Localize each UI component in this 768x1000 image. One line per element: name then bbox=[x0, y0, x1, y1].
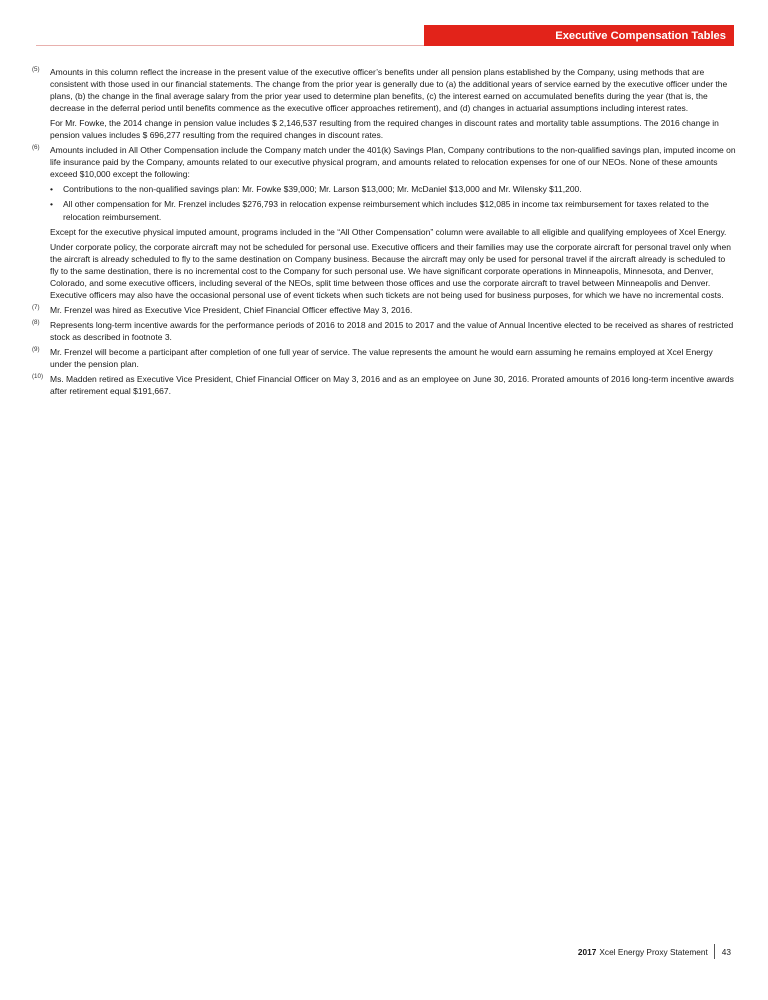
footnote-text: Mr. Frenzel was hired as Executive Vice President, Chief Financial Officer effective May 3, 2016. bbox=[50, 304, 413, 315]
page-footer bbox=[578, 944, 731, 959]
bullet-text: All other compensation for Mr. Frenzel includes $276,793 in relocation expense reimbursement which includes $12,085 in income tax reimbursement for taxes related to the relocation reimbursement. bbox=[63, 199, 709, 222]
footnote-5 bbox=[32, 66, 736, 114]
footnote-text: Mr. Frenzel will become a participant after completion of one full year of service. The value represents the amount he would earn assuming he remains employed at Xcel Energy under the pension plan. bbox=[50, 346, 713, 370]
footer-year: 2017 bbox=[577, 946, 597, 957]
footer-divider bbox=[714, 944, 715, 959]
section-header bbox=[424, 25, 734, 46]
bullet-marker: • bbox=[50, 184, 53, 195]
bullet-marker: • bbox=[50, 199, 53, 210]
footnote-text: Amounts in this column reflect the increase in the present value of the executive officer’s benefits under all pension plans established by the Company, using methods that are consistent with those used in our financial statements. The change from the prior year is generally due to (a) the additional years of service earned by the executive officer under the plans, (b) the change in the final average salary from the prior year used to determine plan benefits, (c) the interest earned on accumulated benefits during the year (that is, the decrease in the deferral period until benefits commence as the executive officer approaches retirement), and (d) changes in actuarial assumptions including interest rates. bbox=[50, 67, 728, 114]
footnote-marker: (9) bbox=[32, 345, 40, 353]
footnote-paragraph: Except for the executive physical imputed amount, programs included in the “All Other Compensation” column were available to all eligible and qualifying employees of Xcel Energy. bbox=[50, 226, 727, 237]
footnote-marker: (5) bbox=[32, 66, 40, 73]
footnote-marker: (7) bbox=[32, 303, 40, 311]
footer-document-title: Xcel Energy Proxy Statement bbox=[599, 946, 708, 957]
footnote-marker: (10) bbox=[32, 373, 44, 381]
footnote-paragraph: Under corporate policy, the corporate aircraft may not be scheduled for personal use. Executive officers and their families may use the corporate aircraft for personal travel only when the aircraft is already scheduled to fly to the same destination on Company business. Because the aircraft may only be used for personal travel if the aircraft already is scheduled to fly to the same destination, there is no incremental cost to the Company for such personal use. We have significant corporate operations in Minneapolis, Minnesota, and Denver, Colorado, and some executive officers, including several of the NEOs, split time between those offices and use the corporate aircraft to travel between Minneapolis and Denver. Executive officers may also have the occasional personal use of event tickets when such tickets are not being used for business purposes, for which we have no incremental costs. bbox=[50, 241, 731, 300]
footnote-marker: (8) bbox=[32, 318, 40, 326]
section-title: Executive Compensation Tables bbox=[555, 30, 726, 42]
footnote-6 bbox=[32, 144, 736, 180]
footnote-10 bbox=[32, 373, 736, 397]
bullet-text: Contributions to the non-qualified savings plan: Mr. Fowke $39,000; Mr. Larson $13,000; Mr. McDaniel $13,000 and Mr. Wilensky $11,200. bbox=[63, 184, 582, 195]
bullet-item bbox=[50, 198, 736, 222]
footnote-paragraph: For Mr. Fowke, the 2014 change in pension value includes $ 2,146,537 resulting from the required changes in discount rates and mortality table assumptions. The 2016 change in pension values includes $ 696,277 resulting from the required changes in discount rates. bbox=[50, 118, 719, 141]
footnote-7 bbox=[32, 304, 736, 316]
footnote-9 bbox=[32, 346, 736, 370]
footnote-marker: (6) bbox=[32, 144, 40, 152]
bullet-item bbox=[50, 183, 736, 195]
page-number: 43 bbox=[721, 946, 731, 957]
footnote-8 bbox=[32, 319, 736, 343]
footnote-text: Represents long-term incentive awards for the performance periods of 2016 to 2018 and 2015 to 2017 and the value of Annual Incentive elected to be received as shares of restricted stock as described in footnote 3. bbox=[50, 319, 734, 342]
footnotes-section bbox=[32, 66, 736, 400]
header-divider bbox=[36, 45, 424, 46]
footnote-text: Ms. Madden retired as Executive Vice President, Chief Financial Officer on May 3, 2016 and as an employee on June 30, 2016. Prorated amounts of 2016 long-term incentive awards after retirement equal $191,667. bbox=[50, 374, 734, 397]
footnote-text: Amounts included in All Other Compensation include the Company match under the 401(k) Savings Plan, Company contributions to the non-qualified savings plan, imputed income on life insurance paid by the Company, amounts related to our executive physical program, and amounts related to relocation expenses for one of our NEOs. None of these amounts exceed $10,000 except the following: bbox=[50, 145, 736, 180]
